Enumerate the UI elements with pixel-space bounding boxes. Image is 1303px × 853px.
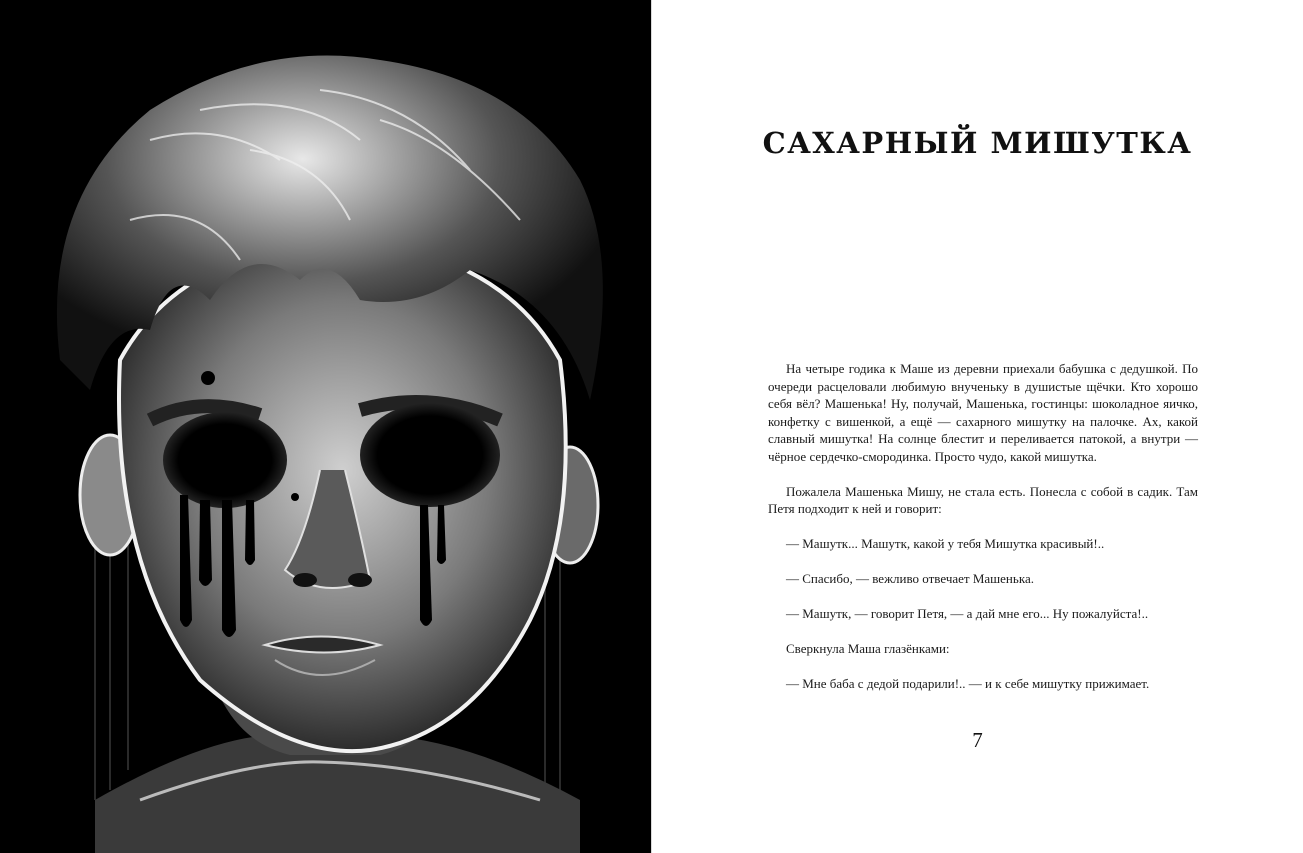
dialog-line: — Машутк... Машутк, какой у тебя Мишутка красивый!.. xyxy=(786,536,1105,551)
paragraph: Сверкнула Маша глазёнками: xyxy=(786,641,950,656)
illustration-page xyxy=(0,0,651,853)
text-page xyxy=(651,0,1303,853)
story-text xyxy=(768,360,1198,710)
dialog-line: — Спасибо, — вежливо отвечает Машенька. xyxy=(786,571,1034,586)
left-eye-void xyxy=(163,412,287,508)
page-number: 7 xyxy=(972,728,983,752)
dialog-line: — Машутк, — говорит Петя, — а дай мне его... Ну пожалуйста!.. xyxy=(786,606,1149,621)
dialog-line: — Мне баба с дедой подарили!.. — и к себе мишутку прижимает. xyxy=(786,676,1150,691)
paragraph: Пожалела Машенька Мишу, не стала есть. Понесла с собой в садик. Там Петя подходит к ней и говорит: xyxy=(768,483,1198,516)
boy-portrait-illustration xyxy=(0,0,651,853)
paragraph: На четыре годика к Маше из деревни приехали бабушка с дедушкой. По очереди расцеловали любимую внученьку в душистые щёчки. Кто хорошо себя вёл? Машенька! Ну, получай, Машенька, гостинцы: шоколадное яичко, конфетку с вишенкой, а ещё — сахарного мишутку на палочке. Ах, какой славный мишутка! На солнце блестит и переливается патокой, а внутри — чёрное сердечко-смородинка. Просто чудо, какой мишутка. xyxy=(768,361,1198,464)
right-eye-void xyxy=(360,403,500,507)
chapter-title: САХАРНЫЙ МИШУТКА xyxy=(762,126,1193,160)
